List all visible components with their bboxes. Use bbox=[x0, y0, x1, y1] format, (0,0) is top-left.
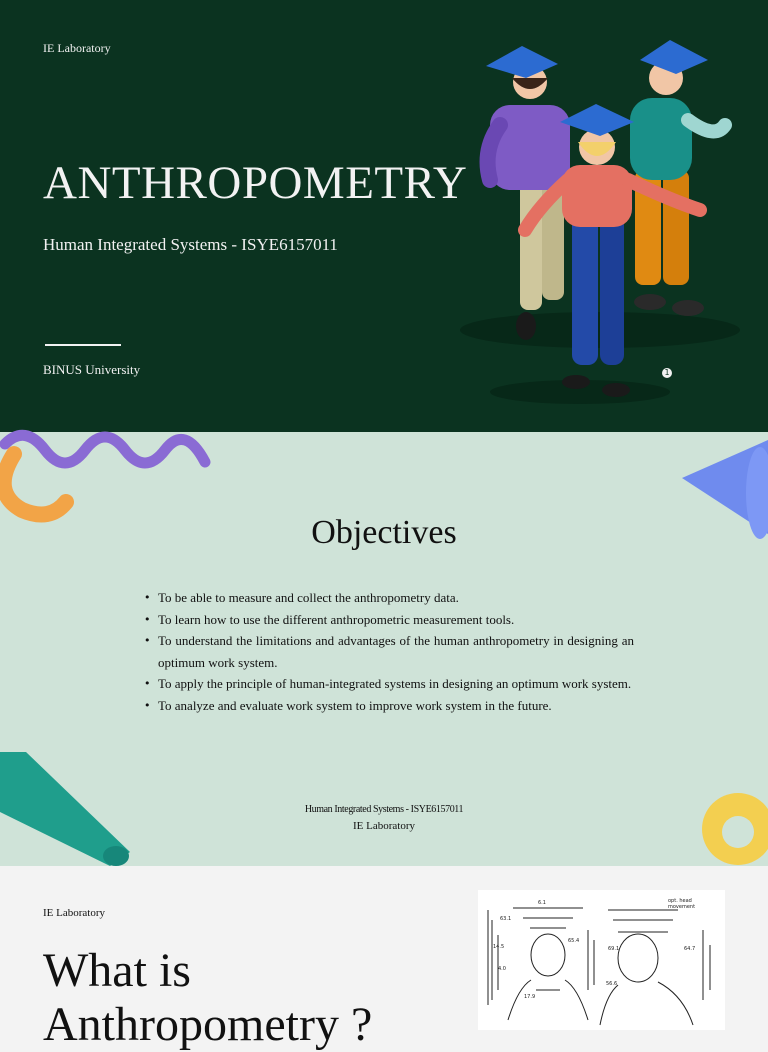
footer-course: Human Integrated Systems - ISYE6157011 bbox=[304, 804, 464, 815]
list-item: • To learn how to use the different anthropometric measurement tools. bbox=[144, 609, 634, 631]
svg-text:14.5: 14.5 bbox=[493, 944, 505, 950]
svg-text:64.7: 64.7 bbox=[684, 946, 696, 952]
svg-text:movement: movement bbox=[668, 904, 696, 910]
lab-label: IE Laboratory bbox=[43, 907, 105, 919]
list-item: • To understand the limitations and advantages of the human anthropometry in designing an optimum work system. bbox=[144, 630, 634, 673]
svg-text:17.9: 17.9 bbox=[524, 994, 536, 1000]
svg-text:69.1: 69.1 bbox=[608, 946, 620, 952]
graduates-illustration bbox=[430, 30, 750, 410]
objectives-list bbox=[144, 587, 634, 716]
footer-lab: IE Laboratory bbox=[353, 820, 415, 832]
objectives-heading: Objectives bbox=[311, 514, 457, 551]
lab-label: IE Laboratory bbox=[43, 41, 111, 55]
squiggle-decoration bbox=[0, 432, 220, 522]
list-item: • To apply the principle of human-integrated systems in designing an optimum work system. bbox=[144, 673, 634, 695]
svg-text:65.4: 65.4 bbox=[568, 938, 580, 944]
slide-title: ANTHROPOMETRY bbox=[43, 157, 468, 209]
divider bbox=[45, 344, 121, 346]
university-label: BINUS University bbox=[43, 362, 141, 377]
svg-text:opt. head: opt. head bbox=[668, 898, 692, 904]
title-slide bbox=[0, 0, 768, 432]
svg-text:6.1: 6.1 bbox=[538, 900, 546, 906]
objectives-slide bbox=[0, 432, 768, 866]
slide-heading: What is Anthropometry ? bbox=[43, 944, 373, 1051]
definition-slide bbox=[0, 866, 768, 1051]
svg-text:56.6: 56.6 bbox=[606, 981, 618, 987]
slide-subtitle: Human Integrated Systems - ISYE6157011 bbox=[43, 235, 338, 254]
anthropometry-diagram bbox=[478, 890, 725, 1030]
svg-text:4.0: 4.0 bbox=[498, 966, 506, 972]
list-item: • To analyze and evaluate work system to improve work system in the future. bbox=[144, 695, 634, 717]
svg-text:63.1: 63.1 bbox=[500, 916, 512, 922]
list-item: • To be able to measure and collect the anthropometry data. bbox=[144, 587, 634, 609]
page-number-badge: 1 bbox=[662, 368, 672, 378]
